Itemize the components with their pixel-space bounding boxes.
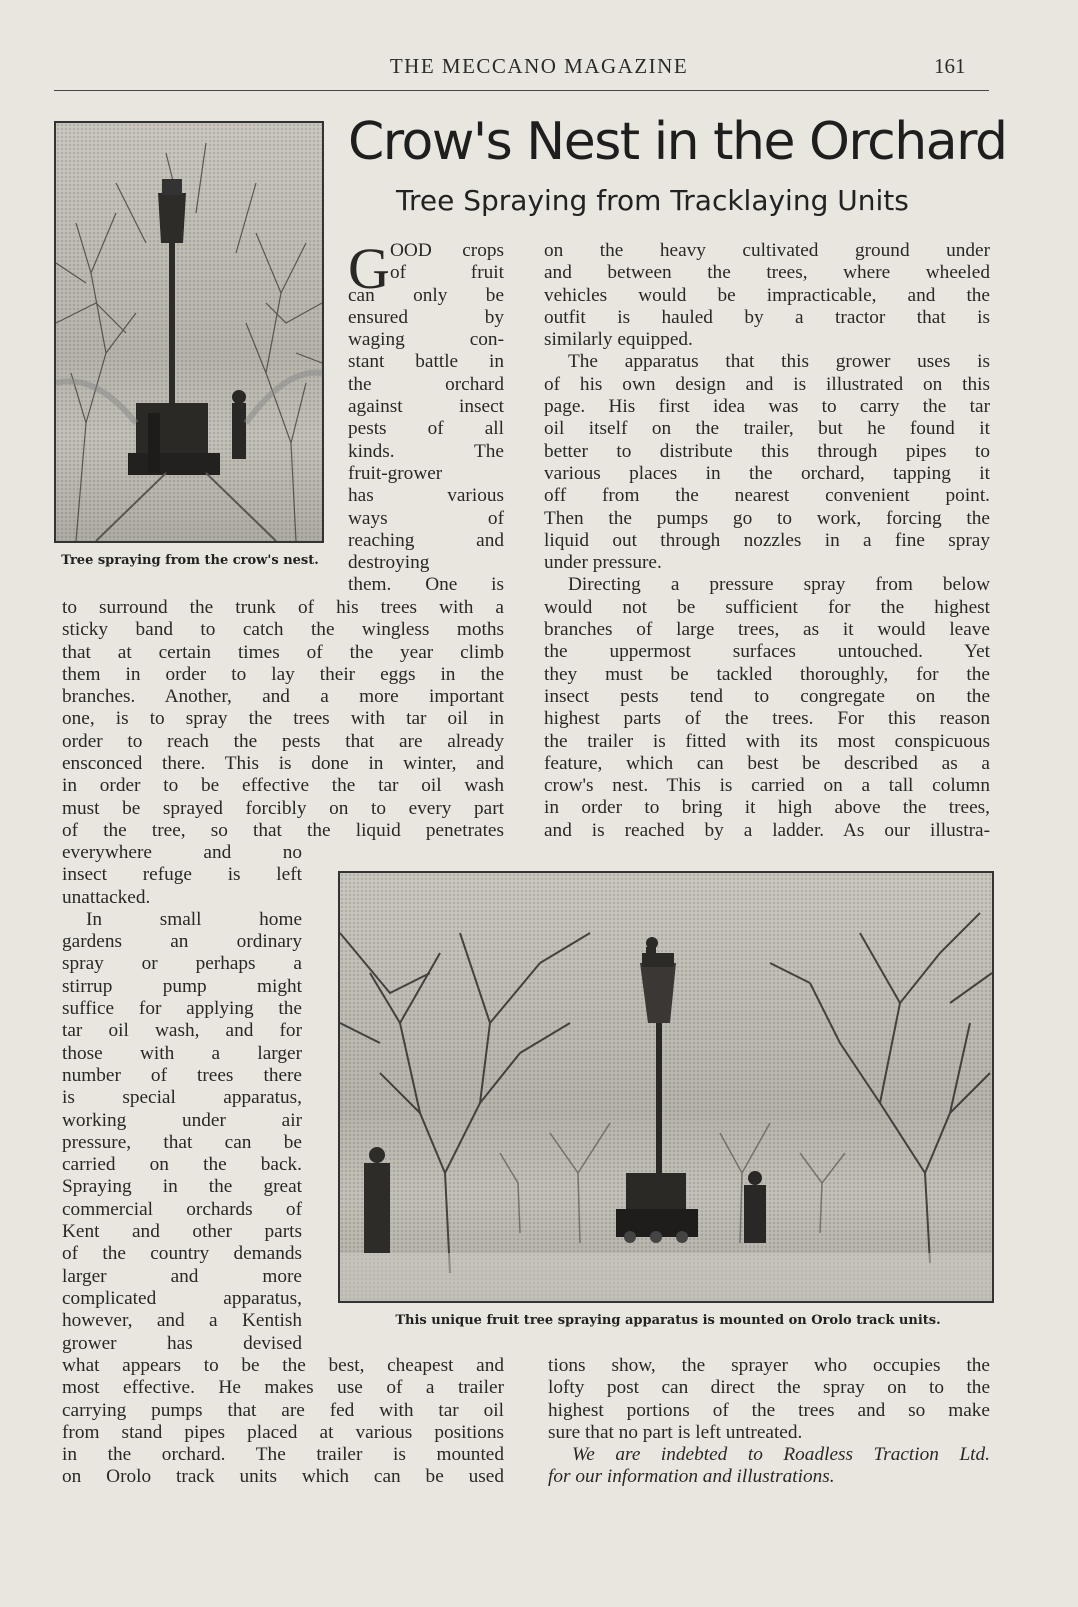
acknowledgement-line: for our information and illustrations. (548, 1466, 835, 1488)
crows-nest-photo (54, 121, 324, 543)
text-line: Then the pumps go to work, forcing the (544, 507, 990, 529)
text-line: one, is to spray the trees with tar oil in (62, 708, 504, 730)
text-line: ensured by (348, 306, 504, 328)
text-line: that at certain times of the year climb (62, 641, 504, 663)
article-subtitle: Tree Spraying from Tracklaying Units (396, 184, 909, 217)
text-line: of the tree, so that the liquid penetrates (62, 819, 504, 841)
text-line: pests of all (348, 418, 504, 440)
text-line: feature, which can best be described as a (544, 752, 990, 774)
text-line: in the orchard. The trailer is mounted (62, 1444, 504, 1466)
text-line: stant battle in (348, 351, 504, 373)
text-line: suffice for applying the (62, 998, 302, 1020)
left-column-top-cont (348, 285, 504, 597)
text-line: spray or perhaps a (62, 953, 302, 975)
text-line: highest parts of the trees. For this reason (544, 708, 990, 730)
text-line: gardens an ordinary (62, 931, 302, 953)
right-column-bottom (548, 1355, 990, 1489)
text-line: sticky band to catch the wingless moths (62, 619, 504, 641)
text-line: of fruit (390, 262, 504, 284)
header-rule (54, 90, 989, 91)
text-line: highest portions of the trees and so make (548, 1399, 990, 1421)
small-photo-caption: Tree spraying from the crow's nest. (61, 553, 319, 568)
text-line: the trailer is fitted with its most conspicuous (544, 730, 990, 752)
text-line: ways of (348, 507, 504, 529)
text-line: Spraying in the great (62, 1176, 302, 1198)
text-line: must be sprayed forcibly on to every part (62, 797, 504, 819)
text-line: tions show, the sprayer who occupies the (548, 1355, 990, 1376)
text-line: insect pests tend to congregate on the (544, 685, 990, 707)
text-line: insect refuge is left (62, 864, 302, 886)
text-line: ensconced there. This is done in winter, and (62, 753, 504, 775)
left-column-wide (62, 597, 504, 842)
text-line: can only be (348, 284, 504, 306)
article-title: Crow's Nest in the Orchard (348, 112, 1007, 172)
left-column-narrow (62, 842, 302, 1355)
text-line: page. His first idea was to carry the tar (544, 396, 990, 418)
text-line: In small home (86, 908, 302, 930)
text-line: Directing a pressure spray from below (568, 574, 990, 596)
text-line: from stand pipes placed at various positions (62, 1421, 504, 1443)
text-line: larger and more (62, 1265, 302, 1287)
text-line: various places in the orchard, tapping it (544, 462, 990, 484)
left-column-top (390, 240, 504, 285)
text-line: those with a larger (62, 1042, 302, 1064)
text-line: has various (348, 485, 504, 507)
text-line: commercial orchards of (62, 1198, 302, 1220)
text-line: pressure, that can be (62, 1131, 302, 1153)
text-line: grower has devised (62, 1332, 302, 1354)
text-line: against insect (348, 396, 504, 418)
left-column-bottom (62, 1355, 504, 1489)
text-line: under pressure. (544, 552, 662, 574)
text-line: kinds. The (348, 440, 504, 462)
text-line: working under air (62, 1109, 302, 1131)
text-line: them. One is (348, 574, 504, 596)
text-line: they must be tackled thoroughly, for the (544, 663, 990, 685)
text-line: the uppermost surfaces untouched. Yet (544, 641, 990, 663)
text-line: of his own design and is illustrated on this (544, 373, 990, 395)
text-line: carried on the back. (62, 1154, 302, 1176)
text-line: OOD crops (390, 240, 504, 261)
text-line: oil itself on the trailer, but he found it (544, 418, 990, 440)
text-line: unattacked. (62, 886, 151, 908)
text-line: crow's nest. This is carried on a tall column (544, 775, 990, 797)
text-line: fruit-grower (348, 462, 443, 484)
text-line: number of trees there (62, 1064, 302, 1086)
text-line: similarly equipped. (544, 329, 693, 351)
drop-cap: G (348, 236, 390, 301)
text-line: to surround the trunk of his trees with a (62, 597, 504, 618)
text-line: carrying pumps that are fed with tar oil (62, 1399, 504, 1421)
text-line: outfit is hauled by a tractor that is (544, 306, 990, 328)
text-line: The apparatus that this grower uses is (568, 351, 990, 373)
text-line: on the heavy cultivated ground under (544, 240, 990, 261)
text-line: would not be sufficient for the highest (544, 596, 990, 618)
text-line: tar oil wash, and for (62, 1020, 302, 1042)
text-line: complicated apparatus, (62, 1287, 302, 1309)
text-line: the orchard (348, 373, 504, 395)
text-line: however, and a Kentish (62, 1310, 302, 1332)
text-line: order to reach the pests that are already (62, 730, 504, 752)
page-number: 161 (934, 54, 966, 78)
text-line: everywhere and no (62, 842, 302, 863)
text-line: stirrup pump might (62, 975, 302, 997)
text-line: liquid out through nozzles in a fine spray (544, 529, 990, 551)
large-photo-caption: This unique fruit tree spraying apparatus is mounted on Orolo track units. (395, 1313, 941, 1328)
magazine-title: THE MECCANO MAGAZINE (389, 54, 689, 78)
text-line: what appears to be the best, cheapest and (62, 1355, 504, 1376)
text-line: destroying (348, 552, 430, 574)
text-line: branches of large trees, as it would leave (544, 619, 990, 641)
text-line: vehicles would be impracticable, and the (544, 284, 990, 306)
text-line: sure that no part is left untreated. (548, 1421, 803, 1443)
right-column-top (544, 240, 990, 842)
text-line: in order to bring it high above the trees, (544, 797, 990, 819)
text-line: Kent and other parts (62, 1221, 302, 1243)
orchard-sprayer-photo (338, 871, 994, 1303)
text-line: them in order to lay their eggs in the (62, 663, 504, 685)
text-line: is special apparatus, (62, 1087, 302, 1109)
text-line: better to distribute this through pipes to (544, 440, 990, 462)
text-line: off from the nearest convenient point. (544, 485, 990, 507)
text-line: and is reached by a ladder. As our illustra- (544, 819, 990, 841)
text-line: on Orolo track units which can be used (62, 1466, 504, 1488)
text-line: and between the trees, where wheeled (544, 262, 990, 284)
text-line: lofty post can direct the spray on to the (548, 1377, 990, 1399)
text-line: branches. Another, and a more important (62, 686, 504, 708)
text-line: of the country demands (62, 1243, 302, 1265)
text-line: waging con- (348, 329, 504, 351)
text-line: reaching and (348, 529, 504, 551)
text-line: most effective. He makes use of a trailer (62, 1377, 504, 1399)
acknowledgement-line: We are indebted to Roadless Traction Ltd. (572, 1444, 990, 1466)
text-line: in order to be effective the tar oil wash (62, 775, 504, 797)
